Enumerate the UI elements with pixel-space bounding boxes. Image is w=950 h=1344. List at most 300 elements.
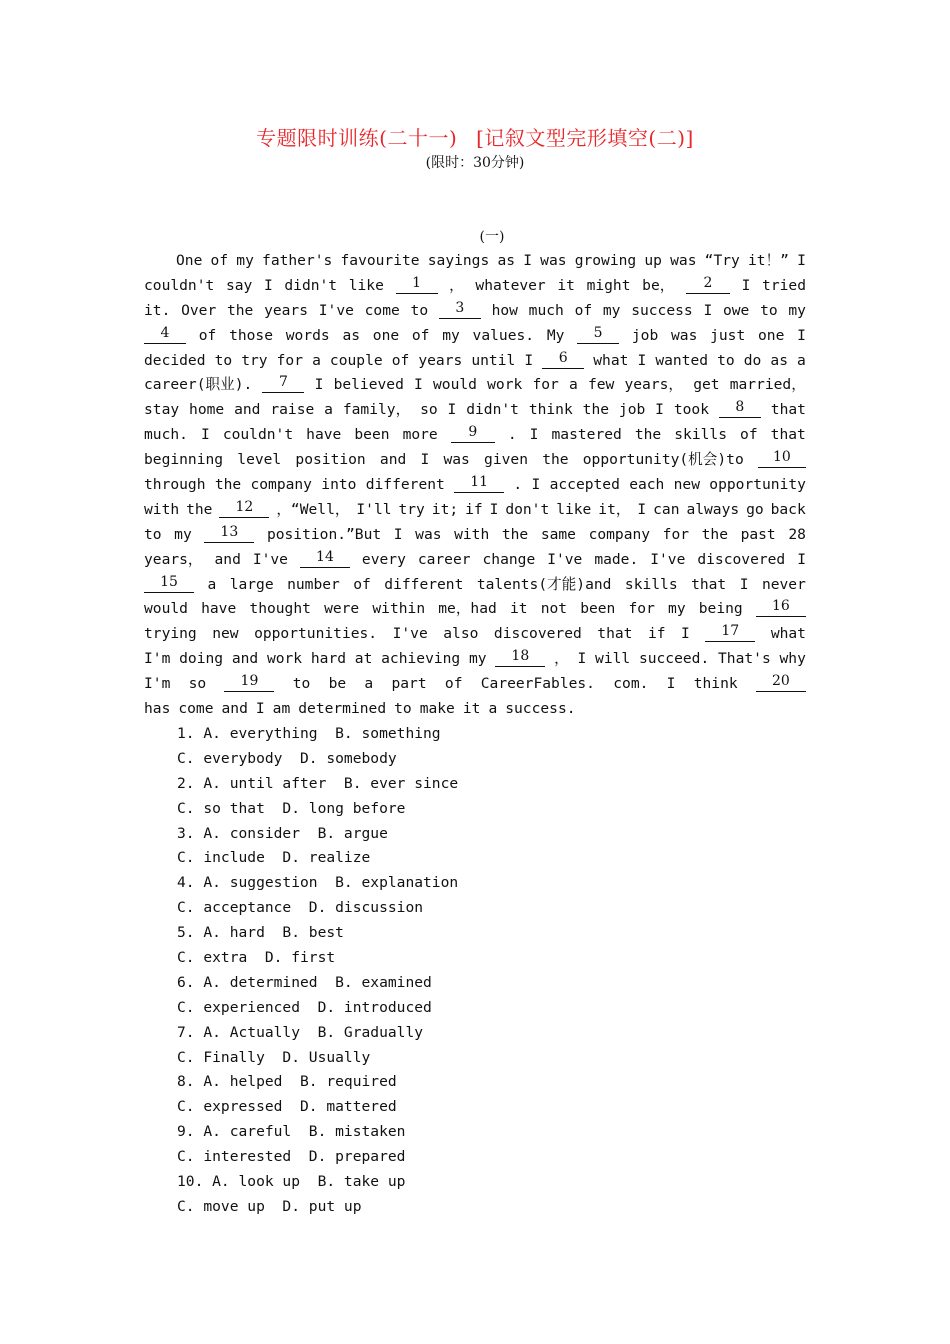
passage-word: think xyxy=(528,401,573,419)
option-line: C. acceptance D. discussion xyxy=(177,899,424,917)
passage-word: so xyxy=(188,675,207,693)
passage-word: words xyxy=(285,326,330,344)
blank-6[interactable]: 6 xyxy=(542,349,584,369)
passage-word: was xyxy=(443,451,470,469)
passage-word: it xyxy=(509,600,528,618)
passage-word: every xyxy=(361,550,406,568)
passage-word: past xyxy=(740,525,776,543)
passage-word: I xyxy=(414,376,423,394)
passage-word: it xyxy=(462,700,481,718)
passage-word: like xyxy=(556,500,592,518)
passage-line xyxy=(144,398,806,423)
passage-word: ， xyxy=(449,276,464,294)
passage-word: took xyxy=(673,401,709,419)
passage-word: think xyxy=(693,675,738,693)
passage-word: it xyxy=(557,276,575,294)
passage-line xyxy=(144,324,806,349)
passage-word: couple xyxy=(329,351,383,369)
passage-word: it. xyxy=(144,301,171,319)
passage-word: I'm xyxy=(144,675,171,693)
passage-word: be， xyxy=(642,276,675,294)
passage-word: company xyxy=(588,525,651,543)
passage-word: for xyxy=(532,376,559,394)
passage-word: that xyxy=(597,625,633,643)
passage-word: opportunity(机会)to xyxy=(582,451,744,469)
passage-word: I've xyxy=(547,550,583,568)
passage-line xyxy=(144,523,806,548)
passage-word: back xyxy=(770,500,806,518)
blank-10[interactable]: 10 xyxy=(758,448,806,468)
passage-word: hard xyxy=(310,650,347,668)
blank-3[interactable]: 3 xyxy=(439,299,481,319)
passage-word: I xyxy=(637,500,647,518)
passage-line xyxy=(144,423,806,448)
passage-word: One xyxy=(176,252,203,269)
passage-word: it！” xyxy=(747,252,789,269)
option-line: 2. A. until after B. ever since xyxy=(177,774,459,792)
passage-word: talents(才能)and xyxy=(476,575,612,593)
passage-word: years xyxy=(264,301,309,319)
passage-word: me，had xyxy=(438,600,497,618)
passage-word: be xyxy=(328,675,347,693)
blank-9[interactable]: 9 xyxy=(451,423,495,443)
passage-word: try xyxy=(241,351,268,369)
passage-word: the xyxy=(226,301,254,319)
passage-word: my xyxy=(668,600,686,618)
option-line: C. move up D. put up xyxy=(177,1197,362,1215)
passage-word: I xyxy=(703,301,713,319)
passage-word: I xyxy=(447,401,457,419)
passage-word: a xyxy=(488,700,498,718)
passage-word: I've xyxy=(318,301,354,319)
passage-line xyxy=(144,349,806,374)
passage-word: I xyxy=(577,650,587,668)
passage-line xyxy=(144,697,806,722)
passage-word: each xyxy=(629,476,665,494)
passage-word: com. xyxy=(613,675,649,693)
passage-word: career(职业). xyxy=(144,376,253,394)
passage-word: one xyxy=(372,326,400,344)
option-line: C. interested D. prepared xyxy=(177,1148,406,1166)
option-line: C. extra D. first xyxy=(177,949,336,967)
passage-word: at xyxy=(354,650,373,668)
passage-line xyxy=(144,473,806,498)
passage-word: whatever xyxy=(475,276,546,294)
passage-word: discovered xyxy=(697,550,786,568)
passage-word: the xyxy=(186,500,213,518)
passage-word: job xyxy=(631,326,659,344)
passage-line xyxy=(144,597,806,622)
blank-5[interactable]: 5 xyxy=(577,324,619,344)
blank-14[interactable]: 14 xyxy=(300,548,350,568)
passage-word: values. xyxy=(472,326,535,344)
option-line: C. so that D. long before xyxy=(177,799,406,817)
blank-2[interactable]: 2 xyxy=(686,274,730,294)
passage-word: my xyxy=(236,252,254,269)
option-line: 8. A. helped B. required xyxy=(177,1073,397,1091)
passage-word: the xyxy=(214,476,242,494)
blank-11[interactable]: 11 xyxy=(454,473,504,493)
passage-word: was xyxy=(671,326,698,344)
passage-word: different xyxy=(384,575,464,593)
passage-word: different xyxy=(365,476,445,494)
passage-word: the xyxy=(634,426,662,444)
passage-word: father's xyxy=(262,252,333,269)
passage-word: decided xyxy=(144,351,206,369)
passage-word: of xyxy=(391,351,410,369)
passage-word: believed xyxy=(333,376,404,394)
option-line: 6. A. determined B. examined xyxy=(177,973,432,991)
passage-word: more xyxy=(402,426,438,444)
passage-word: years xyxy=(418,351,463,369)
passage-word: a xyxy=(797,351,806,369)
passage-word: come xyxy=(178,700,214,718)
passage-word: for xyxy=(276,351,303,369)
passage-word: one xyxy=(758,326,785,344)
blank-19[interactable]: 19 xyxy=(224,672,274,692)
passage-word: achieving xyxy=(381,650,461,668)
passage-word: doing xyxy=(179,650,224,668)
passage-word: through xyxy=(144,476,206,494)
passage-word: I'll xyxy=(356,500,392,518)
passage-word: of xyxy=(411,326,430,344)
passage-word: a xyxy=(312,351,321,369)
passage-word: my xyxy=(442,326,460,344)
passage-word: didn't xyxy=(466,401,519,419)
passage-word: I xyxy=(523,252,532,269)
passage-word: for xyxy=(628,600,655,618)
passage-word: been xyxy=(580,600,616,618)
passage-word: 28 xyxy=(788,525,806,543)
passage-word: success xyxy=(631,301,693,319)
passage-word: been xyxy=(354,426,390,444)
passage-word: I xyxy=(797,252,806,269)
passage-word: the xyxy=(701,525,728,543)
passage-word: family， xyxy=(342,401,411,419)
passage-word: company xyxy=(250,476,312,494)
option-line: 7. A. Actually B. Gradually xyxy=(177,1023,424,1041)
passage-word: I've xyxy=(392,625,428,643)
passage-word: a xyxy=(568,376,578,394)
passage-word: don't xyxy=(505,500,550,518)
passage-word: home xyxy=(189,401,225,419)
passage-word: change xyxy=(482,550,536,568)
option-line: 1. A. everything B. something xyxy=(177,725,441,742)
passage-word: was xyxy=(670,252,697,269)
passage-word: that xyxy=(770,401,806,419)
passage-word: and xyxy=(379,451,407,469)
option-line: 3. A. consider B. argue xyxy=(177,824,388,842)
passage-word: I xyxy=(314,376,324,394)
passage-word: Over xyxy=(181,301,217,319)
passage-word: how xyxy=(491,301,518,319)
passage-word: of xyxy=(210,252,229,269)
passage-word: number xyxy=(287,575,340,593)
blank-18[interactable]: 18 xyxy=(495,647,545,667)
passage-word: has xyxy=(144,700,171,718)
passage-word: of xyxy=(198,326,217,344)
option-line: C. experienced D. introduced xyxy=(177,998,432,1016)
passage-word: as xyxy=(770,351,788,369)
passage-word: that xyxy=(770,426,806,444)
passage-word: part xyxy=(391,675,427,693)
passage-word: and xyxy=(221,700,248,718)
passage-word: until xyxy=(471,351,516,369)
passage-line xyxy=(144,373,806,398)
page-title xyxy=(0,122,950,151)
title-main: 专题限时训练(二十一) xyxy=(256,126,458,150)
passage-word: was xyxy=(415,525,442,543)
passage-word: wanted xyxy=(655,351,709,369)
passage-word: few xyxy=(587,376,615,394)
passage-word: my xyxy=(468,650,487,668)
blank-1[interactable]: 1 xyxy=(396,274,438,294)
passage-line xyxy=(144,548,806,573)
passage-word: stay xyxy=(144,401,180,419)
passage-word: to xyxy=(410,301,429,319)
passage-line xyxy=(144,299,806,324)
passage-word: I've xyxy=(252,550,288,568)
passage-word: I've xyxy=(650,550,686,568)
option-line: 10. A. look up B. take up xyxy=(177,1173,406,1191)
passage-word: into xyxy=(321,476,357,494)
passage-word: it; xyxy=(431,500,459,518)
passage-word: owe xyxy=(722,301,750,319)
passage-word: being xyxy=(698,600,743,618)
passage-word: why xyxy=(779,650,806,668)
option-line: C. expressed D. mattered xyxy=(177,1098,397,1116)
passage-line xyxy=(144,573,806,598)
passage-word: . xyxy=(507,426,517,444)
passage-word: to xyxy=(144,525,162,543)
passage-word: was xyxy=(540,252,567,269)
passage-word: skills xyxy=(624,575,678,593)
passage-word: make xyxy=(419,700,455,718)
passage-word: with xyxy=(454,525,490,543)
passage-word: I xyxy=(637,351,647,369)
passage-word: just xyxy=(710,326,746,344)
passage-word: of xyxy=(444,675,463,693)
passage-word: will xyxy=(595,650,631,668)
passage-word: work xyxy=(487,376,523,394)
passage-word: years， xyxy=(144,550,203,568)
passage-word: to xyxy=(760,301,778,319)
passage-word: my xyxy=(602,301,621,319)
passage-word: job xyxy=(618,401,646,419)
passage-word: what xyxy=(593,351,629,369)
blank-16[interactable]: 16 xyxy=(756,597,806,617)
passage-word: succeed. xyxy=(638,650,710,668)
passage-word: beginning xyxy=(144,451,224,469)
passage-line xyxy=(144,498,806,523)
blank-20[interactable]: 20 xyxy=(756,672,806,692)
section-number: (一) xyxy=(479,229,505,245)
blank-13[interactable]: 13 xyxy=(204,523,254,543)
passage-word: what xyxy=(770,625,806,643)
passage-word: get xyxy=(693,376,720,394)
blank-7[interactable]: 7 xyxy=(262,373,304,393)
passage-word: level xyxy=(237,451,282,469)
passage-word: I xyxy=(200,426,210,444)
option-line: C. include D. realize xyxy=(177,849,371,867)
passage-word: might xyxy=(586,276,631,294)
passage-word: I xyxy=(739,575,749,593)
passage-word: I xyxy=(655,401,664,419)
passage-line xyxy=(144,672,806,697)
passage-word: skills xyxy=(674,426,727,444)
option-line: 5. A. hard B. best xyxy=(177,924,344,942)
passage-word: my xyxy=(788,301,806,319)
passage-line xyxy=(144,448,806,473)
passage-line xyxy=(144,647,806,672)
passage-word: tried xyxy=(762,276,806,294)
passage-word: for xyxy=(662,525,690,543)
passage-word: position.”But xyxy=(266,525,382,543)
passage-word: I xyxy=(420,451,430,469)
passage-word: couldn't xyxy=(222,426,294,444)
passage-word: I xyxy=(741,276,751,294)
passage-word: I xyxy=(393,525,403,543)
cloze-passage xyxy=(144,249,806,722)
passage-word: couldn't xyxy=(144,276,215,294)
passage-word: CareerFables. xyxy=(480,675,595,693)
passage-word: discovered xyxy=(493,625,582,643)
passage-word: to xyxy=(214,351,233,369)
passage-word: as xyxy=(497,252,516,269)
passage-word: of xyxy=(740,426,758,444)
passage-word: thought xyxy=(249,600,311,618)
passage-word: “Try xyxy=(704,252,740,269)
passage-word: new xyxy=(673,476,700,494)
passage-word: position xyxy=(295,451,366,469)
blank-15[interactable]: 15 xyxy=(144,573,194,593)
passage-word: my xyxy=(174,525,192,543)
option-line: 9. A. careful B. mistaken xyxy=(177,1123,406,1141)
passage-word: to xyxy=(717,351,735,369)
passage-word: married， xyxy=(729,376,806,394)
option-line: C. everybody D. somebody xyxy=(177,749,397,767)
passage-word: I xyxy=(531,476,541,494)
blank-4[interactable]: 4 xyxy=(144,324,186,344)
passage-word: sayings xyxy=(427,252,490,269)
passage-word: didn't xyxy=(284,276,338,294)
passage-word: the xyxy=(582,401,610,419)
passage-word: am xyxy=(272,700,291,718)
passage-word: always xyxy=(686,500,740,518)
passage-line xyxy=(144,622,806,647)
passage-word: success. xyxy=(505,700,576,718)
blank-12[interactable]: 12 xyxy=(219,498,269,518)
passage-word: the xyxy=(501,525,529,543)
passage-word: have xyxy=(306,426,342,444)
passage-word: growing xyxy=(574,252,637,269)
passage-word: as xyxy=(342,326,361,344)
passage-word: new xyxy=(212,625,239,643)
passage-word: made. xyxy=(594,550,639,568)
passage-word: I xyxy=(666,675,676,693)
passage-word: That's xyxy=(718,650,771,668)
passage-word: not xyxy=(540,600,568,618)
passage-word: a xyxy=(364,675,374,693)
passage-word: within xyxy=(372,600,426,618)
time-limit: (限时：30分钟) xyxy=(425,155,525,171)
passage-word: I xyxy=(263,276,273,294)
passage-word: would xyxy=(433,376,477,394)
passage-word: have xyxy=(201,600,237,618)
passage-word: the xyxy=(542,451,569,469)
passage-word: never xyxy=(761,575,806,593)
passage-word: trying xyxy=(144,625,197,643)
passage-word: I xyxy=(797,326,806,344)
passage-word: a xyxy=(324,401,333,419)
passage-word: like xyxy=(348,276,384,294)
passage-word: opportunities. xyxy=(254,625,378,643)
option-line: C. Finally D. Usually xyxy=(177,1048,371,1066)
option-line: 4. A. suggestion B. explanation xyxy=(177,874,459,892)
title-topic: [记叙文型完形填空(二)] xyxy=(476,126,694,150)
passage-word: a xyxy=(207,575,217,593)
passage-line xyxy=(144,274,806,299)
passage-word: go xyxy=(746,500,764,518)
passage-word: ，“Well， xyxy=(276,500,350,518)
passage-word: of xyxy=(574,301,593,319)
passage-line xyxy=(144,249,806,274)
passage-word: that xyxy=(691,575,727,593)
passage-word: much. xyxy=(144,426,188,444)
passage-word: ， xyxy=(554,650,569,668)
passage-word: I xyxy=(524,351,534,369)
passage-word: career xyxy=(417,550,471,568)
passage-word: I xyxy=(681,625,690,643)
passage-word: large xyxy=(229,575,274,593)
passage-word: it， xyxy=(598,500,631,518)
blank-17[interactable]: 17 xyxy=(705,622,755,642)
passage-word: and xyxy=(231,650,259,668)
passage-word: I'm xyxy=(144,650,171,668)
passage-word: I xyxy=(255,700,265,718)
passage-word: were xyxy=(324,600,360,618)
passage-word: much xyxy=(528,301,564,319)
passage-word: if xyxy=(647,625,666,643)
passage-word: do xyxy=(743,351,762,369)
passage-word: with xyxy=(144,500,180,518)
answer-options xyxy=(177,722,458,1220)
passage-word: also xyxy=(443,625,479,643)
passage-word: I xyxy=(797,550,806,568)
passage-word: accepted xyxy=(549,476,620,494)
passage-word: say xyxy=(225,276,253,294)
passage-word: My xyxy=(546,326,565,344)
passage-word: same xyxy=(540,525,576,543)
passage-word: favourite xyxy=(340,252,420,269)
passage-word: so xyxy=(420,401,438,419)
passage-word: . xyxy=(513,476,523,494)
passage-word: try xyxy=(398,500,425,518)
passage-word: given xyxy=(484,451,528,469)
passage-word: mastered xyxy=(551,426,622,444)
passage-word: would xyxy=(144,600,188,618)
passage-word: come xyxy=(364,301,400,319)
passage-word: I xyxy=(529,426,539,444)
passage-word: work xyxy=(266,650,303,668)
passage-word: years， xyxy=(624,376,684,394)
passage-word: up xyxy=(644,252,662,269)
blank-8[interactable]: 8 xyxy=(719,398,761,418)
passage-word: determined xyxy=(298,700,387,718)
passage-word: opportunity xyxy=(709,476,806,494)
passage-word: of xyxy=(353,575,371,593)
passage-word: raise xyxy=(270,401,315,419)
